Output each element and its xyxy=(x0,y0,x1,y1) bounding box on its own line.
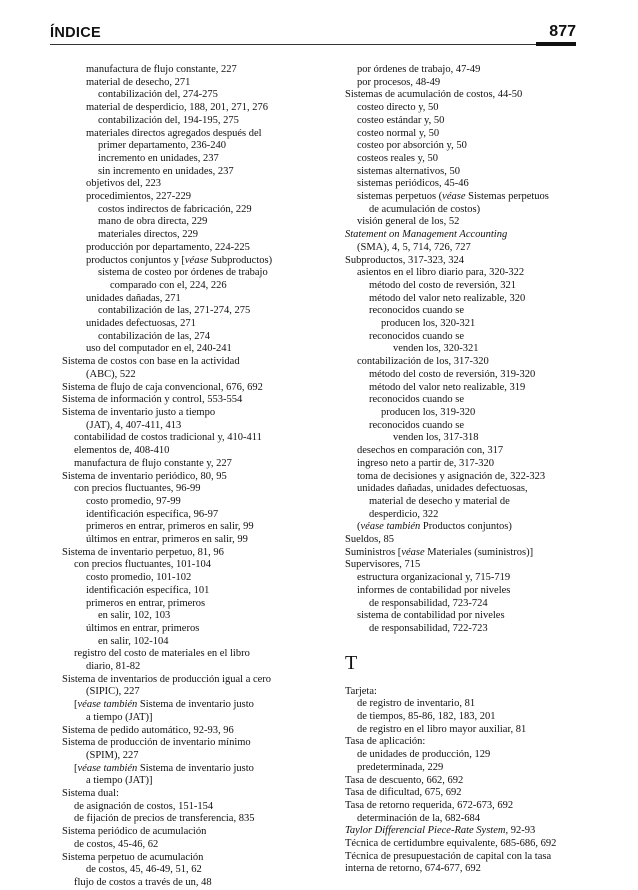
index-entry xyxy=(62,598,337,611)
index-entry-text: sistemas alternativos, 50 xyxy=(357,165,460,177)
header-rule xyxy=(50,44,576,45)
index-column-right-top xyxy=(345,64,585,636)
index-entry-text: Sistema de información y control, 553-554 xyxy=(62,394,243,406)
index-entry-text: predeterminada, 229 xyxy=(357,761,444,773)
index-entry xyxy=(62,407,337,420)
index-entry-text: costo promedio, 101-102 xyxy=(86,572,192,584)
index-entry-text: venden los, 320-321 xyxy=(393,343,479,355)
index-entry-text: mano de obra directa, 229 xyxy=(98,216,208,228)
index-entry xyxy=(345,255,585,268)
index-entry xyxy=(345,102,585,115)
index-entry xyxy=(62,382,337,395)
index-entry xyxy=(345,331,585,344)
index-entry xyxy=(62,331,337,344)
index-entry xyxy=(345,598,585,611)
index-entry xyxy=(345,140,585,153)
header-rule-tab xyxy=(536,42,576,46)
index-entry xyxy=(345,318,585,331)
index-entry xyxy=(62,305,337,318)
index-entry-text: (SMA), 4, 5, 714, 726, 727 xyxy=(357,241,471,253)
index-entry-text: Sistema de pedido automático, 92-93, 96 xyxy=(62,724,234,736)
index-entry xyxy=(345,749,585,762)
index-entry xyxy=(345,800,585,813)
index-entry xyxy=(345,496,585,509)
index-entry-text: materiales directos agregados después del xyxy=(86,127,262,139)
index-entry xyxy=(345,64,585,77)
index-entry-text: de acumulación de costos) xyxy=(369,203,481,215)
index-entry xyxy=(62,420,337,433)
index-entry xyxy=(62,280,337,293)
index-entry-text: Sistema de flujo de caja convencional, 676, 692 xyxy=(62,381,263,393)
index-entry-text: Sistema de inventario perpetuo, 81, 96 xyxy=(62,546,224,558)
index-entry-text: Materiales (suministros)] xyxy=(424,546,534,558)
index-entry-text: Sistemas de acumulación de costos, 44-50 xyxy=(345,89,523,101)
index-entry xyxy=(345,509,585,522)
index-entry xyxy=(62,801,337,814)
index-entry xyxy=(62,534,337,547)
index-entry xyxy=(345,686,585,699)
index-entry-text: por procesos, 48-49 xyxy=(357,76,441,88)
index-entry xyxy=(345,610,585,623)
index-entry-text: contabilización del, 194-195, 275 xyxy=(98,114,239,126)
index-column-right-bottom xyxy=(345,686,585,877)
index-entry xyxy=(62,852,337,865)
index-entry-text: a tiempo (JAT)] xyxy=(86,775,153,787)
index-entry xyxy=(345,851,585,864)
index-entry xyxy=(62,216,337,229)
index-entry-text: Productos conjuntos) xyxy=(420,521,512,533)
index-entry-text: Sistema de inventario periódico, 80, 95 xyxy=(62,470,227,482)
index-entry-text: producen los, 319-320 xyxy=(381,406,476,418)
index-entry-text: costeo normal y, 50 xyxy=(357,127,440,139)
index-entry-text: en salir, 102-104 xyxy=(98,635,169,647)
index-entry-text: de registro de inventario, 81 xyxy=(357,698,476,710)
index-entry xyxy=(62,496,337,509)
index-entry-text: a tiempo (JAT)] xyxy=(86,711,153,723)
index-entry-text: Sistema perpetuo de acumulación xyxy=(62,851,204,863)
index-entry-text: asientos en el libro diario para, 320-322 xyxy=(357,267,525,279)
index-entry-text: Sistema de inventario justo a tiempo xyxy=(62,406,216,418)
index-entry xyxy=(62,559,337,572)
index-entry-text: Statement on Management Accounting xyxy=(345,229,508,241)
index-entry xyxy=(345,191,585,204)
section-letter: T xyxy=(345,651,358,674)
index-entry-text: diario, 81-82 xyxy=(86,661,141,673)
index-entry-text: véase también xyxy=(77,699,138,711)
index-entry-text: uso del computador en el, 240-241 xyxy=(86,343,232,355)
index-entry xyxy=(345,724,585,737)
index-entry xyxy=(345,483,585,496)
index-entry xyxy=(62,471,337,484)
index-entry-text: Sistema de inventario justo xyxy=(137,699,254,711)
index-entry xyxy=(345,547,585,560)
index-entry xyxy=(345,242,585,255)
index-entry-text: unidades dañadas, 271 xyxy=(86,292,181,304)
index-entry-text: sistemas perpetuos ( xyxy=(357,191,443,203)
index-entry xyxy=(345,775,585,788)
index-entry-text: de responsabilidad, 722-723 xyxy=(369,622,488,634)
index-entry-text: materiales directos, 229 xyxy=(98,229,199,241)
index-entry xyxy=(345,267,585,280)
index-entry-text: véase xyxy=(184,254,209,266)
index-entry xyxy=(345,216,585,229)
index-entry xyxy=(62,547,337,560)
index-entry-text: con precios fluctuantes, 96-99 xyxy=(74,483,201,495)
index-entry-text: venden los, 317-318 xyxy=(393,432,479,444)
index-entry xyxy=(345,280,585,293)
index-entry xyxy=(345,89,585,102)
index-entry-text: identificación específica, 96-97 xyxy=(86,508,219,520)
index-entry-text: identificación específica, 101 xyxy=(86,584,210,596)
index-entry xyxy=(345,420,585,433)
index-entry-text: unidades dañadas, unidades defectuosas, xyxy=(357,483,528,495)
index-entry-text: sistema de contabilidad por niveles xyxy=(357,610,505,622)
index-entry-text: de costos, 45-46, 62 xyxy=(74,838,159,850)
index-entry xyxy=(62,166,337,179)
index-entry xyxy=(62,153,337,166)
index-entry-text: Sistema dual: xyxy=(62,788,119,800)
index-entry-text: véase también xyxy=(360,521,421,533)
index-entry-text: sistema de costeo por órdenes de trabajo xyxy=(98,267,268,279)
index-entry-text: últimos en entrar, primeros xyxy=(86,622,200,634)
index-entry xyxy=(62,636,337,649)
index-entry xyxy=(62,229,337,242)
index-entry-text: [ xyxy=(74,762,78,774)
index-entry-text: desperdicio, 322 xyxy=(369,508,439,520)
index-entry-text: de asignación de costos, 151-154 xyxy=(74,800,214,812)
index-entry xyxy=(62,102,337,115)
index-entry-text: reconocidos cuando se xyxy=(369,419,465,431)
index-entry-text: unidades defectuosas, 271 xyxy=(86,318,196,330)
index-entry xyxy=(345,521,585,534)
index-entry xyxy=(62,864,337,877)
index-entry-text: véase también xyxy=(77,762,138,774)
index-entry xyxy=(345,77,585,90)
index-entry xyxy=(62,763,337,776)
index-entry xyxy=(62,699,337,712)
index-entry xyxy=(345,559,585,572)
index-entry-text: ( xyxy=(357,521,361,533)
index-entry xyxy=(345,445,585,458)
index-entry xyxy=(62,293,337,306)
index-entry-text: Tasa de dificultad, 675, 692 xyxy=(345,787,462,799)
index-entry xyxy=(345,204,585,217)
index-entry-text: (SIPIC), 227 xyxy=(86,686,140,698)
index-entry xyxy=(62,140,337,153)
index-entry-text: Tasa de aplicación: xyxy=(345,736,426,748)
index-entry-text: Sistema periódico de acumulación xyxy=(62,826,207,838)
index-entry xyxy=(62,572,337,585)
index-entry xyxy=(345,711,585,724)
index-entry-text: interna de retorno, 674-677, 692 xyxy=(345,863,481,875)
index-entry xyxy=(345,293,585,306)
index-entry-text: primer departamento, 236-240 xyxy=(98,140,226,152)
index-entry-text: elementos de, 408-410 xyxy=(74,445,170,457)
index-entry-text: sistemas periódicos, 45-46 xyxy=(357,178,469,190)
index-entry xyxy=(345,585,585,598)
index-entry-text: reconocidos cuando se xyxy=(369,394,465,406)
index-entry-text: desechos en comparación con, 317 xyxy=(357,445,504,457)
index-entry-text: costo promedio, 97-99 xyxy=(86,495,181,507)
index-entry-text: sin incremento en unidades, 237 xyxy=(98,165,234,177)
index-entry xyxy=(62,343,337,356)
index-entry-text: Sistemas perpetuos xyxy=(465,191,549,203)
index-entry-text: Técnica de certidumbre equivalente, 685-686, 692 xyxy=(345,838,557,850)
index-entry-text: objetivos del, 223 xyxy=(86,178,161,190)
index-entry-text: Sistema de inventarios de producción igual a cero xyxy=(62,673,272,685)
index-entry-text: de responsabilidad, 723-724 xyxy=(369,597,488,609)
index-entry xyxy=(345,305,585,318)
index-entry xyxy=(62,712,337,725)
index-entry-text: Tasa de retorno requerida, 672-673, 692 xyxy=(345,799,514,811)
index-entry xyxy=(62,661,337,674)
index-entry xyxy=(62,394,337,407)
index-entry xyxy=(62,674,337,687)
index-entry-text: [ xyxy=(74,699,78,711)
index-entry xyxy=(62,115,337,128)
index-entry xyxy=(345,813,585,826)
index-entry-text: Suministros [ xyxy=(345,546,402,558)
index-entry xyxy=(62,877,337,890)
index-entry xyxy=(62,648,337,661)
index-entry-text: determinación de la, 682-684 xyxy=(357,812,481,824)
index-entry-text: Sueldos, 85 xyxy=(345,534,395,546)
index-entry-text: flujo de costos a través de un, 48 xyxy=(74,877,212,888)
index-entry-text: procedimientos, 227-229 xyxy=(86,191,191,203)
index-entry xyxy=(62,128,337,141)
index-entry-text: de costos, 45, 46-49, 51, 62 xyxy=(86,864,202,876)
index-entry xyxy=(345,762,585,775)
index-entry xyxy=(345,863,585,876)
index-entry-text: reconocidos cuando se xyxy=(369,330,465,342)
index-entry-text: Técnica de presupuestación de capital con la tasa xyxy=(345,850,552,862)
index-entry xyxy=(62,445,337,458)
index-entry-text: de tiempos, 85-86, 182, 183, 201 xyxy=(357,711,496,723)
index-entry xyxy=(62,610,337,623)
index-entry-text: contabilización de los, 317-320 xyxy=(357,356,489,368)
index-entry-text: costeo por absorción y, 50 xyxy=(357,140,467,152)
index-entry-text: (JAT), 4, 407-411, 413 xyxy=(86,419,182,431)
index-entry-text: por órdenes de trabajo, 47-49 xyxy=(357,64,481,75)
index-entry-text: Sistema de inventario justo xyxy=(137,762,254,774)
index-entry xyxy=(62,204,337,217)
index-entry-text: Taylor Differencial Piece-Rate System, xyxy=(345,825,509,837)
index-entry-text: material de desecho y material de xyxy=(369,495,510,507)
index-entry xyxy=(345,128,585,141)
index-entry-text: costeo directo y, 50 xyxy=(357,102,439,114)
index-entry xyxy=(62,77,337,90)
index-entry xyxy=(345,534,585,547)
page-number: 877 xyxy=(549,23,576,40)
index-entry xyxy=(62,178,337,191)
index-entry xyxy=(345,471,585,484)
index-entry-text: últimos en entrar, primeros en salir, 99 xyxy=(86,534,248,546)
index-entry-text: método del costo de reversión, 321 xyxy=(369,279,516,291)
index-entry-text: primeros en entrar, primeros xyxy=(86,597,206,609)
index-entry xyxy=(62,267,337,280)
index-entry-text: método del valor neto realizable, 320 xyxy=(369,292,526,304)
index-entry-text: véase xyxy=(401,546,425,558)
index-column-right xyxy=(345,64,585,876)
index-entry-text: método del valor neto realizable, 319 xyxy=(369,381,526,393)
index-entry xyxy=(62,686,337,699)
index-entry-text: en salir, 102, 103 xyxy=(98,610,171,622)
index-entry-text: (SPIM), 227 xyxy=(86,749,139,761)
index-entry xyxy=(62,725,337,738)
index-entry-text: registro del costo de materiales en el libro xyxy=(74,648,250,660)
index-entry xyxy=(345,825,585,838)
index-entry xyxy=(62,813,337,826)
index-entry-text: Tarjeta: xyxy=(345,685,377,697)
index-entry-text: método del costo de reversión, 319-320 xyxy=(369,368,536,380)
index-entry-text: contabilidad de costos tradicional y, 410-411 xyxy=(74,432,262,444)
index-entry-text: informes de contabilidad por niveles xyxy=(357,584,511,596)
index-entry-text: manufactura de flujo constante, 227 xyxy=(86,64,237,75)
index-entry-text: incremento en unidades, 237 xyxy=(98,152,219,164)
index-entry-text: (ABC), 522 xyxy=(86,368,136,380)
index-entry xyxy=(345,432,585,445)
index-entry-text: Sistema de producción de inventario mínimo xyxy=(62,737,251,749)
index-entry xyxy=(62,775,337,788)
index-entry xyxy=(345,458,585,471)
index-entry xyxy=(62,89,337,102)
index-entry xyxy=(62,255,337,268)
index-entry-text: contabilización de las, 274 xyxy=(98,330,210,342)
index-entry-text: toma de decisiones y asignación de, 322-323 xyxy=(357,470,546,482)
index-header-title: ÍNDICE xyxy=(50,25,101,41)
index-entry xyxy=(62,509,337,522)
index-entry xyxy=(62,788,337,801)
index-entry-text: 92-93 xyxy=(508,825,536,837)
index-entry xyxy=(345,356,585,369)
index-entry-text: comparado con el, 224, 226 xyxy=(110,279,227,291)
index-entry xyxy=(345,623,585,636)
index-entry xyxy=(62,356,337,369)
index-entry-text: Tasa de descuento, 662, 692 xyxy=(345,774,464,786)
index-entry-text: contabilización del, 274-275 xyxy=(98,89,218,101)
index-entry xyxy=(345,115,585,128)
index-entry xyxy=(345,153,585,166)
index-entry xyxy=(62,458,337,471)
index-entry-text: material de desecho, 271 xyxy=(86,76,191,88)
index-entry-text: primeros en entrar, primeros en salir, 99 xyxy=(86,521,254,533)
index-entry-text: ingreso neto a partir de, 317-320 xyxy=(357,457,495,469)
index-entry xyxy=(62,826,337,839)
index-entry xyxy=(62,483,337,496)
index-entry-text: manufactura de flujo constante y, 227 xyxy=(74,457,232,469)
index-entry-text: producción por departamento, 224-225 xyxy=(86,241,250,253)
index-entry-text: de registro en el libro mayor auxiliar, 81 xyxy=(357,723,527,735)
index-entry-text: con precios fluctuantes, 101-104 xyxy=(74,559,212,571)
index-entry xyxy=(62,191,337,204)
index-entry xyxy=(345,736,585,749)
index-entry xyxy=(62,750,337,763)
index-entry-text: costos indirectos de fabricación, 229 xyxy=(98,203,252,215)
index-entry-text: costeos reales y, 50 xyxy=(357,152,438,164)
index-entry xyxy=(62,432,337,445)
index-entry xyxy=(345,407,585,420)
index-entry xyxy=(62,585,337,598)
index-entry-text: Supervisores, 715 xyxy=(345,559,421,571)
index-entry xyxy=(345,369,585,382)
index-entry-text: de fijación de precios de transferencia, 835 xyxy=(74,813,255,825)
index-entry xyxy=(345,229,585,242)
index-entry-text: costeo estándar y, 50 xyxy=(357,114,445,126)
index-entry xyxy=(345,178,585,191)
index-entry xyxy=(62,839,337,852)
index-column-left xyxy=(62,64,337,890)
index-entry-text: estructura organizacional y, 715-719 xyxy=(357,572,511,584)
index-entry-text: material de desperdicio, 188, 201, 271, 276 xyxy=(86,102,268,114)
index-entry xyxy=(62,737,337,750)
index-entry xyxy=(345,787,585,800)
index-entry xyxy=(62,64,337,77)
index-entry xyxy=(345,838,585,851)
index-entry-text: Subproductos) xyxy=(208,254,273,266)
index-entry xyxy=(62,318,337,331)
index-entry xyxy=(345,394,585,407)
index-entry-text: de unidades de producción, 129 xyxy=(357,749,491,761)
index-entry xyxy=(62,521,337,534)
index-entry-text: visión general de los, 52 xyxy=(357,216,460,228)
index-entry xyxy=(345,382,585,395)
index-entry xyxy=(345,572,585,585)
index-entry xyxy=(345,166,585,179)
index-entry-text: producen los, 320-321 xyxy=(381,318,476,330)
index-entry xyxy=(62,623,337,636)
index-entry-text: reconocidos cuando se xyxy=(369,305,465,317)
index-entry-text: Subproductos, 317-323, 324 xyxy=(345,254,464,266)
index-entry xyxy=(62,369,337,382)
index-entry xyxy=(345,698,585,711)
index-entry xyxy=(62,242,337,255)
index-entry-text: véase xyxy=(442,191,466,203)
index-entry-text: Sistema de costos con base en la actividad xyxy=(62,356,240,368)
index-entry-text: productos conjuntos y [ xyxy=(86,254,185,266)
index-entry-text: contabilización de las, 271-274, 275 xyxy=(98,305,251,317)
index-entry xyxy=(345,343,585,356)
